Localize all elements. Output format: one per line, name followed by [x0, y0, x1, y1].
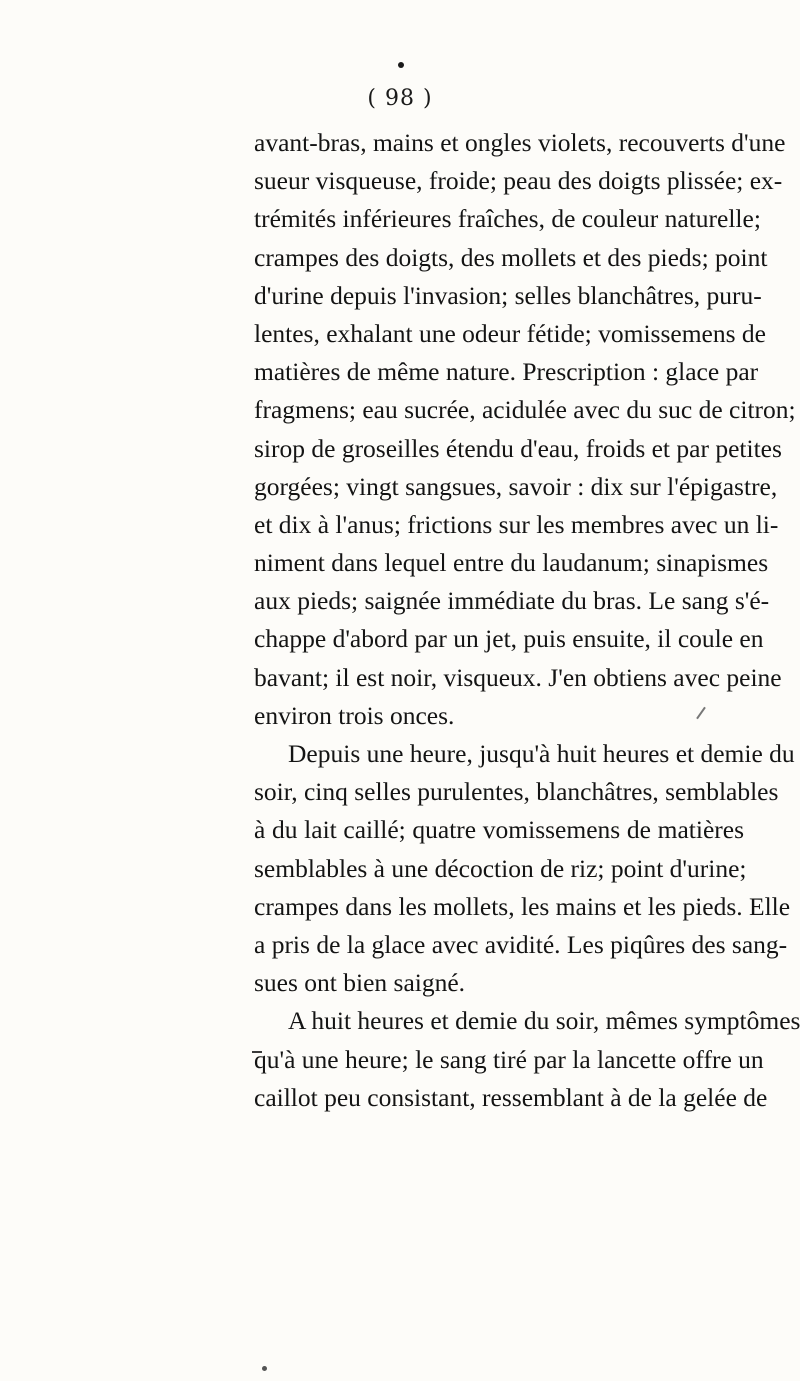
- text-line: caillot peu consistant, ressemblant à de la gelée de: [254, 1082, 768, 1112]
- text-line: aux pieds; saignée immédiate du bras. Le sang s'é-: [254, 586, 770, 616]
- text-line: crampes dans les mollets, les mains et les pieds. Elle: [254, 891, 791, 921]
- text-line: bavant; il est noir, visqueux. J'en obtiens avec peine: [254, 662, 782, 692]
- text-line: fragmens; eau sucrée, acidulée avec du suc de citron;: [254, 395, 796, 425]
- paragraph-3: [254, 1002, 800, 1117]
- text-line: avant-bras, mains et ongles violets, recouverts d'une: [254, 128, 786, 157]
- ink-dot: [262, 1366, 267, 1371]
- text-line: gorgées; vingt sangsues, savoir : dix sur l'épigastre,: [254, 471, 778, 501]
- page-number: ( 98 ): [367, 86, 433, 111]
- text-line: et dix à l'anus; frictions sur les membres avec un li-: [254, 509, 779, 539]
- text-line: semblables à une décoction de riz; point d'urine;: [254, 853, 747, 883]
- text-line: à du lait caillé; quatre vomissemens de matières: [254, 815, 744, 845]
- text-line: a pris de la glace avec avidité. Les piqûres des sang-: [254, 929, 788, 959]
- text-line: crampes des doigts, des mollets et des pieds; point: [254, 242, 768, 272]
- text-line: A huit heures et demie du soir, mêmes symptômes: [288, 1006, 800, 1036]
- text-line: sirop de groseilles étendu d'eau, froids et par petites: [254, 433, 782, 463]
- text-line: matières de même nature. Prescription : glace par: [254, 357, 759, 387]
- text-line: niment dans lequel entre du laudanum; sinapismes: [254, 548, 769, 578]
- text-line: chappe d'abord par un jet, puis ensuite, il coule en: [254, 624, 764, 654]
- paragraph-2: [254, 735, 795, 1002]
- text-line: d'urine depuis l'invasion; selles blanchâtres, puru-: [254, 280, 762, 310]
- text-line: sueur visqueuse, froide; peau des doigts plissée; ex-: [254, 166, 783, 196]
- paragraph-1: [254, 124, 796, 735]
- text-line: sues ont bien saigné.: [254, 968, 466, 998]
- text-line: trémités inférieures fraîches, de couleur naturelle;: [254, 204, 761, 234]
- text-line: Depuis une heure, jusqu'à huit heures et demie du: [288, 739, 795, 768]
- text-line: soir, cinq selles purulentes, blanchâtres, semblables: [254, 777, 779, 807]
- text-line: lentes, exhalant une odeur fétide; vomissemens de: [254, 318, 766, 348]
- body-text: [254, 124, 800, 1117]
- text-line: environ trois onces.: [254, 700, 455, 730]
- ink-dot: [398, 62, 404, 68]
- text-line: qu'à une heure; le sang tiré par la lancette offre un: [254, 1044, 764, 1074]
